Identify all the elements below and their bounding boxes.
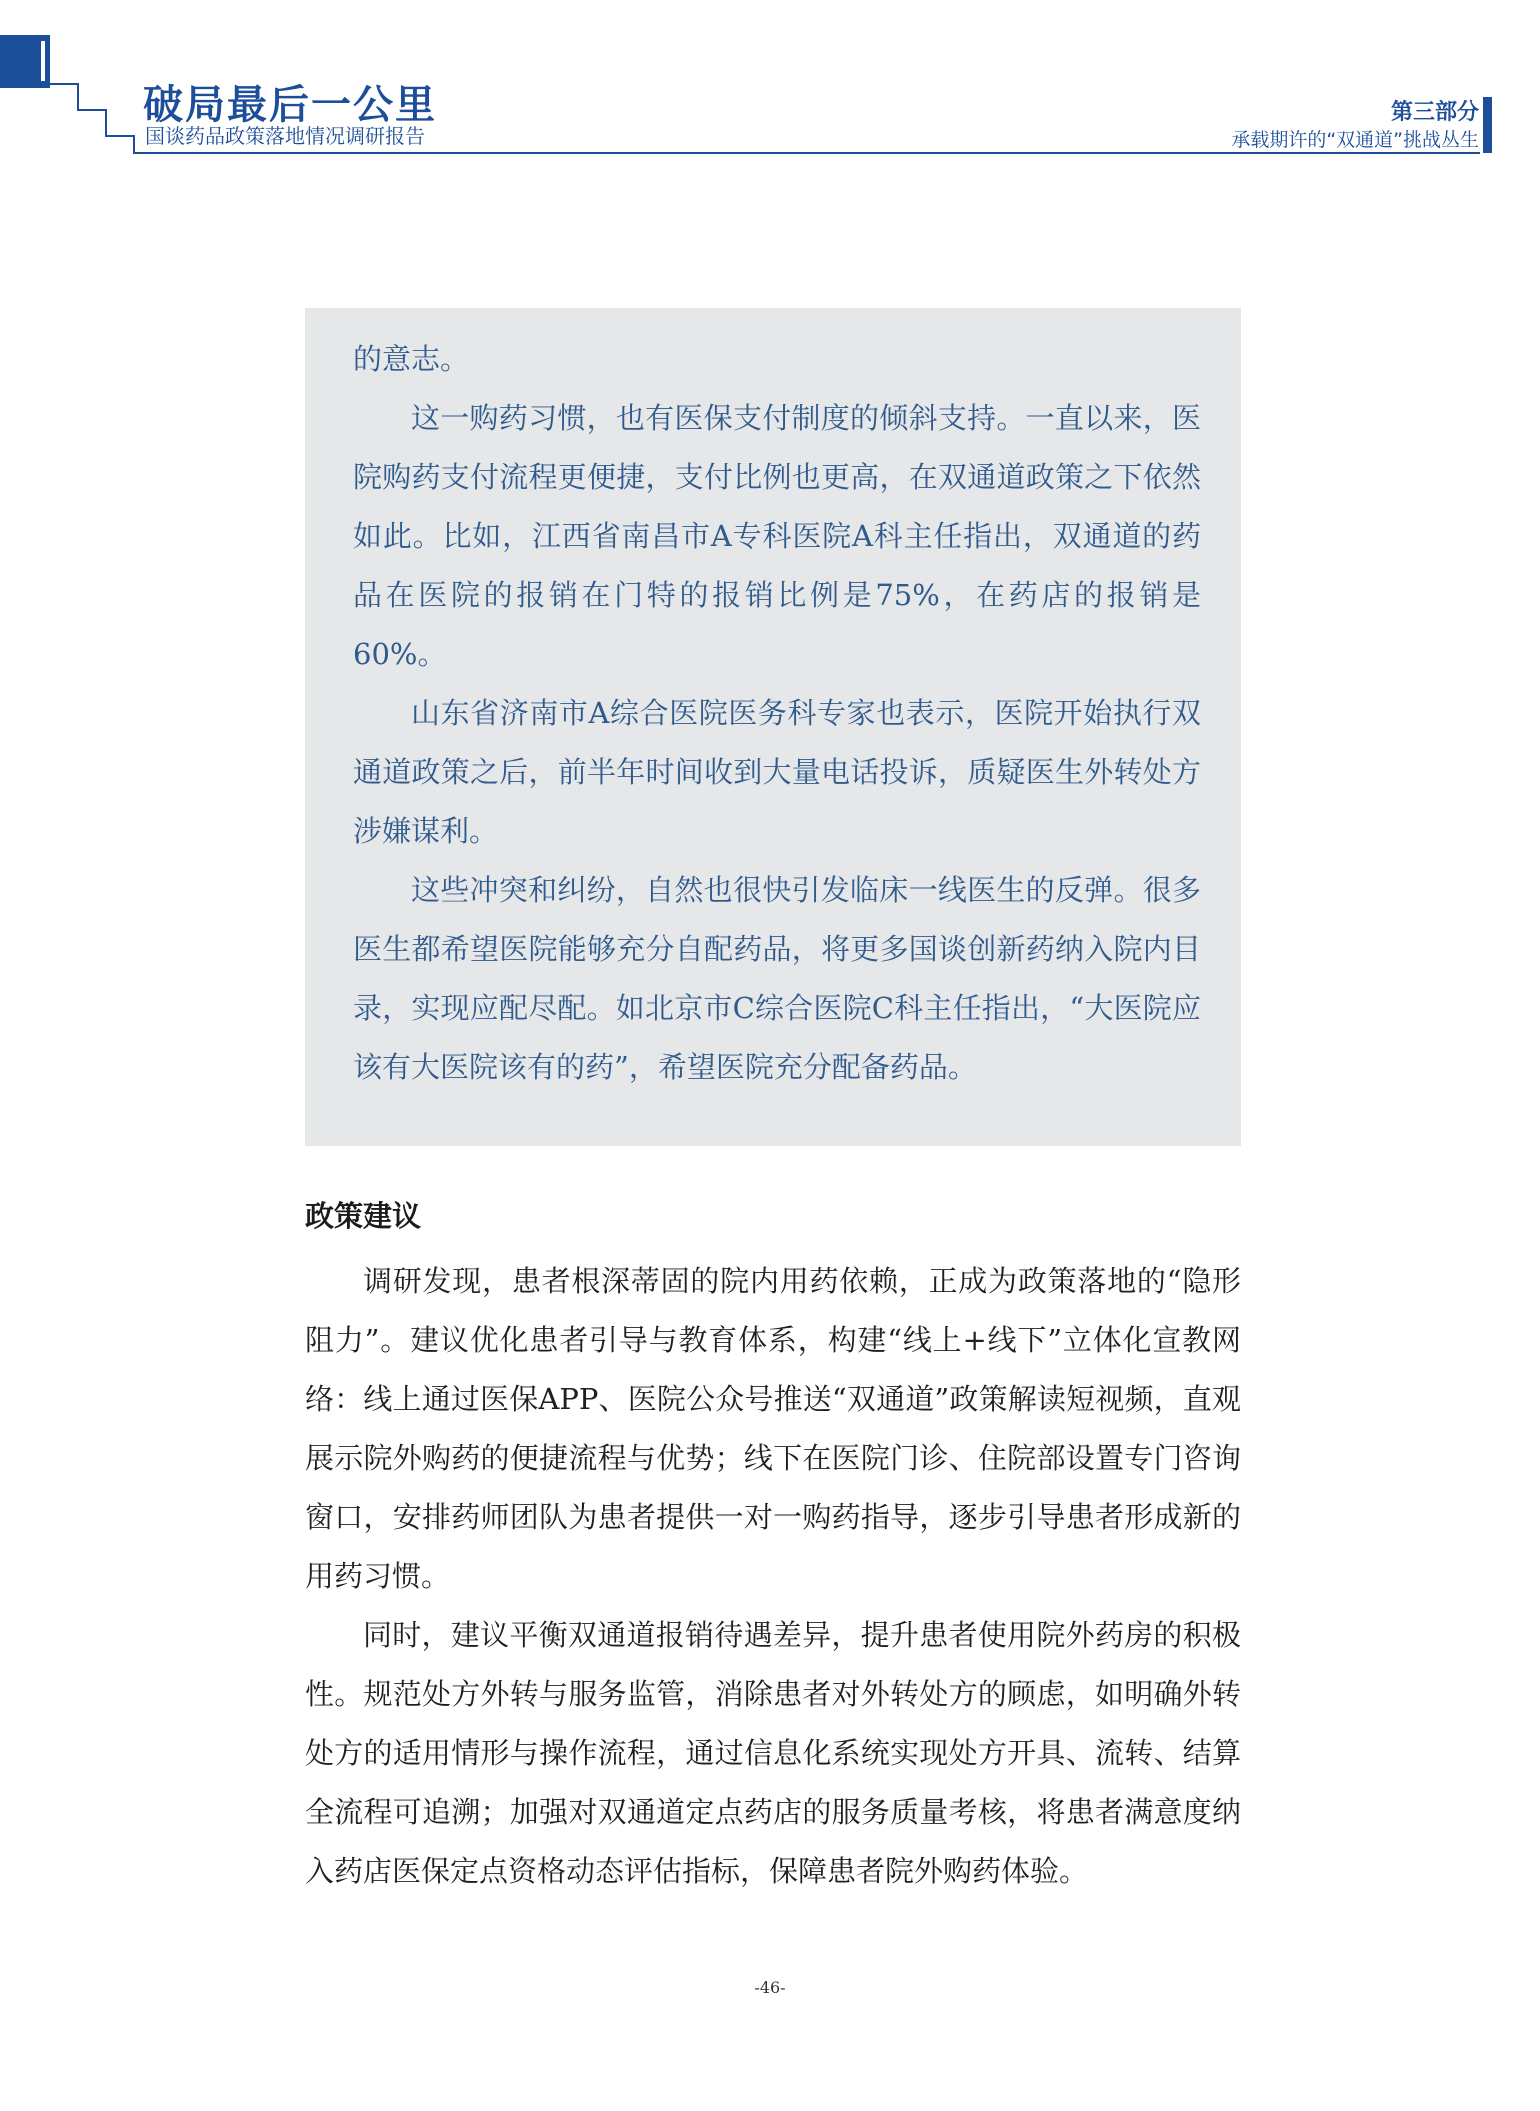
header-accent-bar: [1483, 97, 1492, 153]
policy-body: [305, 1252, 1241, 1901]
policy-heading: 政策建议: [305, 1199, 422, 1233]
quote-paragraph: 这一购药习惯，也有医保支付制度的倾斜支持。一直以来，医院购药支付流程更便捷，支付比例也更高，在双通道政策之下依然如此。比如，江西省南昌市A专科医院A科主任指出，双通道的药品在医院的报销在门特的报销比例是75%，在药店的报销是60%。: [353, 401, 1201, 671]
case-quote-box: [305, 308, 1241, 1146]
case-quote-text: [353, 330, 1201, 1097]
quote-paragraph: 这些冲突和纠纷，自然也很快引发临床一线医生的反弹。很多医生都希望医院能够充分自配药品，将更多国谈创新药纳入院内目录，实现应配尽配。如北京市C综合医院C科主任指出，“大医院应该有大医院该有的药”，希望医院充分配备药品。: [353, 873, 1201, 1084]
quote-paragraph: 山东省济南市A综合医院医务科专家也表示，医院开始执行双通道政策之后，前半年时间收到大量电话投诉，质疑医生外转处方涉嫌谋利。: [353, 696, 1201, 848]
report-subtitle: 国谈药品政策落地情况调研报告: [145, 124, 425, 148]
policy-paragraph: 同时，建议平衡双通道报销待遇差异，提升患者使用院外药房的积极性。规范处方外转与服务监管，消除患者对外转处方的顾虑，如明确外转处方的适用情形与操作流程，通过信息化系统实现处方开具、流转、结算全流程可追溯；加强对双通道定点药店的服务质量考核，将患者满意度纳入药店医保定点资格动态评估指标，保障患者院外购药体验。: [305, 1618, 1241, 1888]
section-header: [1231, 99, 1479, 153]
quote-paragraph: 的意志。: [353, 342, 470, 376]
page-number: -46-: [754, 1978, 786, 1997]
report-title: 破局最后一公里: [143, 82, 437, 128]
section-title: 承载期许的“双通道”挑战丛生: [1231, 129, 1479, 151]
section-label: 第三部分: [1390, 100, 1479, 125]
policy-paragraph: 调研发现，患者根深蒂固的院内用药依赖，正成为政策落地的“隐形阻力”。建议优化患者引导与教育体系，构建“线上+线下”立体化宣教网络：线上通过医保APP、医院公众号推送“双通道”政策解读短视频，直观展示院外购药的便捷流程与优势；线下在医院门诊、住院部设置专门咨询窗口，安排药师团队为患者提供一对一购药指导，逐步引导患者形成新的用药习惯。: [305, 1264, 1241, 1593]
